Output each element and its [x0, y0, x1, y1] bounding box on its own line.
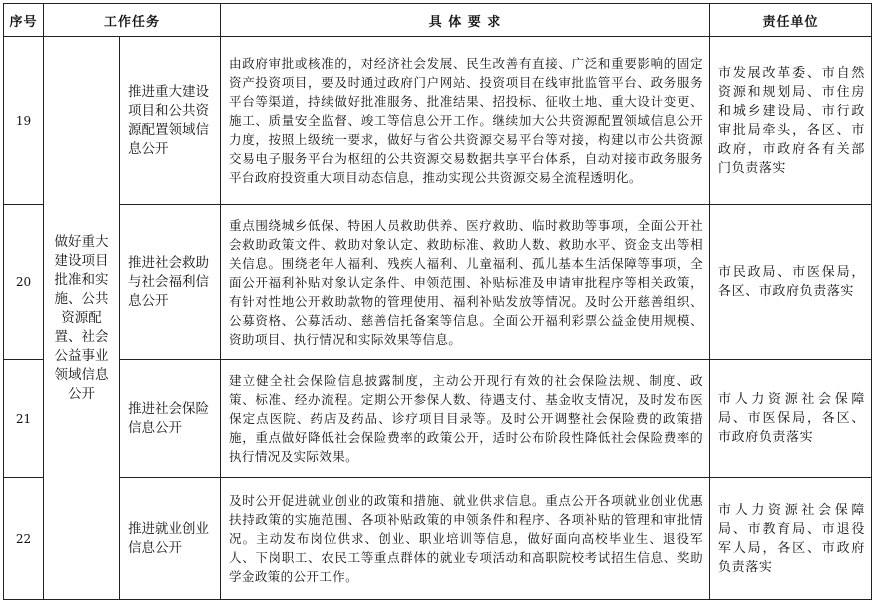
table-row [4, 478, 872, 600]
row-number: 21 [4, 360, 44, 478]
table-row [4, 360, 872, 478]
requirement-text: 重点围绕城乡低保、特困人员救助供养、医疗救助、临时救助等事项，全面公开社会救助政策文件、救助对象认定、救助标准、救助人数、救助水平、资金支出等相关信息。围绕老年人福利、残疾人福利、儿童福利、孤儿基本生活保障等事项，全面公开福利补贴对象认定条件、申领范围、补贴标准及申请审批程序等相关政策，有针对性地公开救助款物的管理使用、福利补贴发放等情况。及时公开慈善组织、公募资格、公募活动、慈善信托备案等信息。全面公开福利彩票公益金使用规模、资助项目、执行情况和实际效果等信息。 [221, 205, 710, 360]
header-row [4, 4, 872, 37]
task-name: 推进社会保险信息公开 [120, 360, 221, 478]
header-task: 工作任务 [44, 4, 221, 37]
responsible-unit: 市发展改革委、市自然资源和规划局、市住房和城乡建设局、市行政审批局牵头，各区、市政府，市政府各有关部门负责落实 [710, 37, 872, 205]
requirements-table [3, 3, 872, 600]
responsible-unit: 市人力资源社会保障局、市医保局，各区、市政府负责落实 [710, 360, 872, 478]
row-number: 20 [4, 205, 44, 360]
header-no: 序号 [4, 4, 44, 37]
row-number: 19 [4, 37, 44, 205]
table-row [4, 205, 872, 360]
requirement-text: 由政府审批或核准的，对经济社会发展、民生改善有直接、广泛和重要影响的固定资产投资项目，要及时通过政府门户网站、投资项目在线审批监管平台、政务服务平台等渠道，持续做好批准服务、批准结果、招投标、征收土地、重大设计变更、施工、质量安全监督、竣工等信息公开工作。继续加大公共资源配置领域信息公开力度，按照上级统一要求，做好与省公共资源交易平台等对接，构建以市公共资源交易电子服务平台为枢纽的公共资源交易数据共享平台体系，自动对接市政务服务平台政府投资重大项目动态信息，推动实现公共资源交易全流程透明化。 [221, 37, 710, 205]
header-requirement: 具 体 要 求 [221, 4, 710, 37]
requirement-text: 及时公开促进就业创业的政策和措施、就业供求信息。重点公开各项就业创业优惠扶持政策的实施范围、各项补贴政策的申领条件和程序、各项补贴的管理和审批情况。主动发布岗位供求、创业、职业培训等信息，做好面向高校毕业生、退役军人、下岗职工、农民工等重点群体的就业专项活动和高职院校考试招生信息、奖助学金政策的公开工作。 [221, 478, 710, 600]
responsible-unit: 市人力资源社会保障局、市教育局、市退役军人局，各区、市政府负责落实 [710, 478, 872, 600]
task-category: 做好重大建设项目批准和实施、公共资源配置、社会公益事业领域信息公开 [44, 37, 120, 600]
header-unit: 责任单位 [710, 4, 872, 37]
requirement-text: 建立健全社会保险信息披露制度，主动公开现行有效的社会保险法规、制度、政策、标准、经办流程。定期公开参保人数、待遇支付、基金收支情况，及时发布医保定点医院、药店及药品、诊疗项目目录等。及时公开调整社会保险费的政策措施，重点做好降低社会保险费率的政策公开，适时公布阶段性降低社会保险费率的执行情况及实际效果。 [221, 360, 710, 478]
task-name: 推进就业创业信息公开 [120, 478, 221, 600]
row-number: 22 [4, 478, 44, 600]
task-name: 推进社会救助与社会福利信息公开 [120, 205, 221, 360]
responsible-unit: 市民政局、市医保局，各区、市政府负责落实 [710, 205, 872, 360]
task-name: 推进重大建设项目和公共资源配置领域信息公开 [120, 37, 221, 205]
table-row [4, 37, 872, 205]
